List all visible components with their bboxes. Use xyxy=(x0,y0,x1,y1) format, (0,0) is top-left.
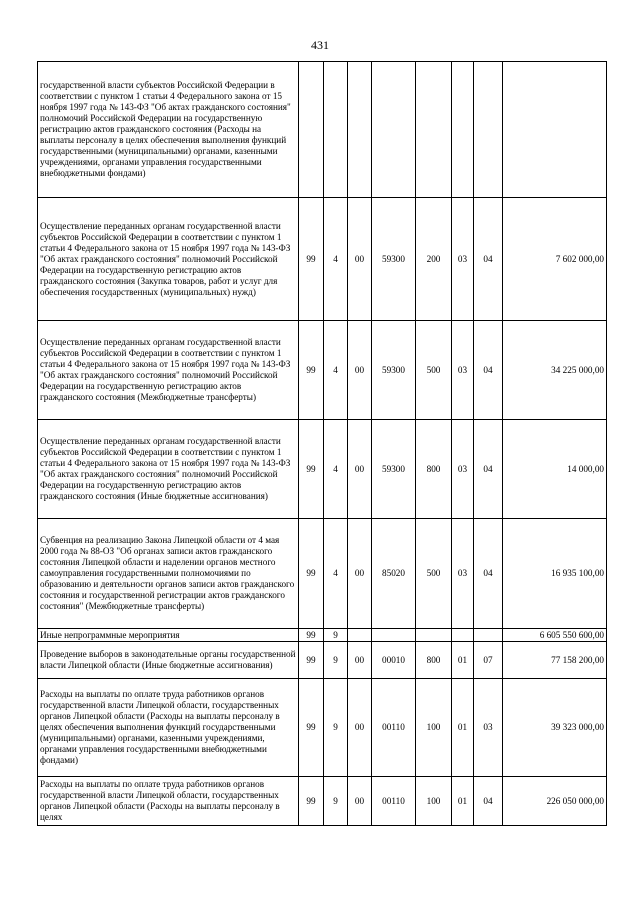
expense-type-code: 800 xyxy=(416,642,452,679)
program-code: 99 xyxy=(299,321,324,420)
section-code: 03 xyxy=(452,519,474,629)
direction-code xyxy=(372,629,416,642)
main-activity-code xyxy=(348,629,372,642)
main-activity-code xyxy=(348,62,372,198)
table-row xyxy=(38,629,607,642)
subprogram-code: 4 xyxy=(324,519,348,629)
table-row xyxy=(38,62,607,198)
main-activity-code: 00 xyxy=(348,321,372,420)
budget-table xyxy=(37,61,607,826)
program-code: 99 xyxy=(299,777,324,826)
amount: 14 000,00 xyxy=(503,420,607,519)
subprogram-code: 9 xyxy=(324,777,348,826)
expense-type-code: 100 xyxy=(416,679,452,777)
section-code: 03 xyxy=(452,321,474,420)
table-row xyxy=(38,519,607,629)
program-code: 99 xyxy=(299,629,324,642)
main-activity-code: 00 xyxy=(348,777,372,826)
direction-code: 59300 xyxy=(372,321,416,420)
table-row xyxy=(38,642,607,679)
subprogram-code: 9 xyxy=(324,679,348,777)
expense-type-code: 500 xyxy=(416,321,452,420)
row-description: Осуществление переданных органам государственной власти субъектов Российской Федерации в соответствии с пунктом 1 статьи 4 Федерального закона от 15 ноября 1997 года № 143-ФЗ "Об актах гражданского состояния" полномочий Российской Федерации на государственную регистрацию актов гражданского состояния (Иные бюджетные ассигнования) xyxy=(38,420,299,519)
row-description: Расходы на выплаты по оплате труда работников органов государственной власти Липецкой области, государственных органов Липецкой области (Расходы на выплаты персоналу в целях обеспечения выполнения функций государственными (муниципальными) органами, казенными учреждениями, органами управления государственными внебюджетными фондами) xyxy=(38,679,299,777)
section-code: 03 xyxy=(452,420,474,519)
row-description: Субвенция на реализацию Закона Липецкой области от 4 мая 2000 года № 88-ОЗ "Об органах записи актов гражданского состояния Липецкой области и наделении органов местного самоуправления государственными полномочиями по образованию и деятельности органов записи актов гражданского состояния и государственной регистрации актов гражданского состояния" (Межбюджетные трансферты) xyxy=(38,519,299,629)
direction-code xyxy=(372,62,416,198)
subprogram-code: 4 xyxy=(324,198,348,321)
subsection-code: 07 xyxy=(474,642,503,679)
program-code: 99 xyxy=(299,420,324,519)
direction-code: 59300 xyxy=(372,198,416,321)
expense-type-code xyxy=(416,629,452,642)
main-activity-code: 00 xyxy=(348,198,372,321)
amount xyxy=(503,62,607,198)
direction-code: 00110 xyxy=(372,679,416,777)
section-code: 01 xyxy=(452,642,474,679)
subsection-code: 04 xyxy=(474,420,503,519)
subsection-code xyxy=(474,629,503,642)
subsection-code: 03 xyxy=(474,679,503,777)
amount: 226 050 000,00 xyxy=(503,777,607,826)
expense-type-code: 200 xyxy=(416,198,452,321)
subprogram-code: 9 xyxy=(324,642,348,679)
subprogram-code xyxy=(324,62,348,198)
section-code: 03 xyxy=(452,198,474,321)
subprogram-code: 9 xyxy=(324,629,348,642)
row-description: Иные непрограммные мероприятия xyxy=(38,629,299,642)
main-activity-code: 00 xyxy=(348,420,372,519)
row-description: Осуществление переданных органам государственной власти субъектов Российской Федерации в соответствии с пунктом 1 статьи 4 Федерального закона от 15 ноября 1997 года № 143-ФЗ "Об актах гражданского состояния" полномочий Российской Федерации на государственную регистрацию актов гражданского состояния (Межбюджетные трансферты) xyxy=(38,321,299,420)
table-row xyxy=(38,321,607,420)
direction-code: 00110 xyxy=(372,777,416,826)
row-description: государственной власти субъектов Российской Федерации в соответствии с пунктом 1 статьи 4 Федерального закона от 15 ноября 1997 года № 143-ФЗ "Об актах гражданского состояния" полномочий Российской Федерации на государственную регистрацию актов гражданского состояния (Расходы на выплаты персоналу в целях обеспечения выполнения функций государственными (муниципальными) органами, казенными учреждениями, органами управления государственными внебюджетными фондами) xyxy=(38,62,299,198)
main-activity-code: 00 xyxy=(348,679,372,777)
page-number: 431 xyxy=(311,38,329,52)
subsection-code xyxy=(474,62,503,198)
subsection-code: 04 xyxy=(474,519,503,629)
amount: 77 158 200,00 xyxy=(503,642,607,679)
expense-type-code xyxy=(416,62,452,198)
table-row xyxy=(38,420,607,519)
program-code: 99 xyxy=(299,198,324,321)
program-code: 99 xyxy=(299,519,324,629)
row-description: Расходы на выплаты по оплате труда работников органов государственной власти Липецкой области, государственных органов Липецкой области (Расходы на выплаты персоналу в целях xyxy=(38,777,299,826)
row-description: Осуществление переданных органам государственной власти субъектов Российской Федерации в соответствии с пунктом 1 статьи 4 Федерального закона от 15 ноября 1997 года № 143-ФЗ "Об актах гражданского состояния" полномочий Российской Федерации на государственную регистрацию актов гражданского состояния (Закупка товаров, работ и услуг для обеспечения государственных (муниципальных) нужд) xyxy=(38,198,299,321)
expense-type-code: 500 xyxy=(416,519,452,629)
amount: 39 323 000,00 xyxy=(503,679,607,777)
amount: 16 935 100,00 xyxy=(503,519,607,629)
section-code xyxy=(452,629,474,642)
amount: 34 225 000,00 xyxy=(503,321,607,420)
section-code: 01 xyxy=(452,777,474,826)
direction-code: 59300 xyxy=(372,420,416,519)
row-description: Проведение выборов в законодательные органы государственной власти Липецкой области (Иные бюджетные ассигнования) xyxy=(38,642,299,679)
table-row xyxy=(38,679,607,777)
section-code: 01 xyxy=(452,679,474,777)
program-code: 99 xyxy=(299,642,324,679)
direction-code: 00010 xyxy=(372,642,416,679)
subprogram-code: 4 xyxy=(324,420,348,519)
main-activity-code: 00 xyxy=(348,642,372,679)
program-code: 99 xyxy=(299,679,324,777)
table-row xyxy=(38,198,607,321)
amount: 7 602 000,00 xyxy=(503,198,607,321)
subsection-code: 04 xyxy=(474,198,503,321)
main-activity-code: 00 xyxy=(348,519,372,629)
direction-code: 85020 xyxy=(372,519,416,629)
subprogram-code: 4 xyxy=(324,321,348,420)
subsection-code: 04 xyxy=(474,777,503,826)
amount: 6 605 550 600,00 xyxy=(503,629,607,642)
table-row xyxy=(38,777,607,826)
expense-type-code: 800 xyxy=(416,420,452,519)
program-code xyxy=(299,62,324,198)
subsection-code: 04 xyxy=(474,321,503,420)
expense-type-code: 100 xyxy=(416,777,452,826)
section-code xyxy=(452,62,474,198)
